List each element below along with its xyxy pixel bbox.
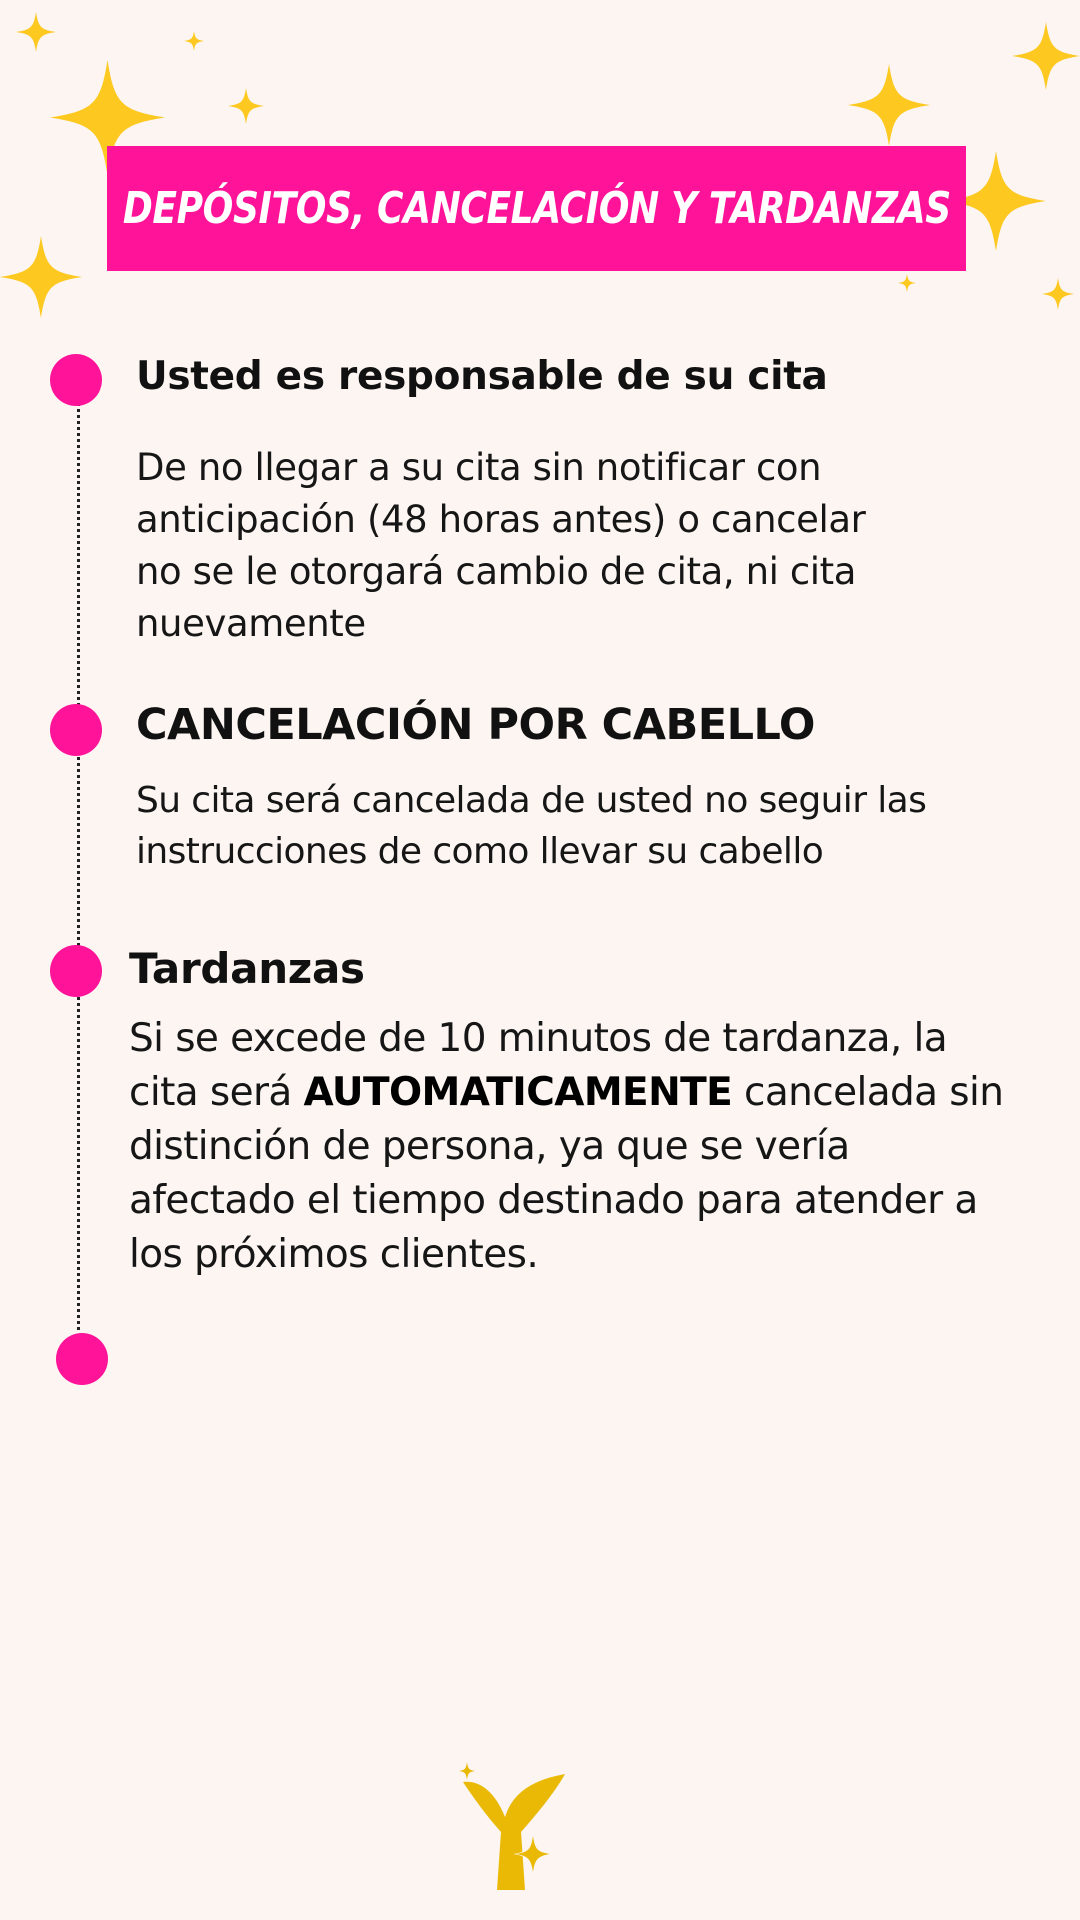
lateness-text-before: Si se excede de 10 minutos de tardanza, la cita será <box>129 1016 948 1115</box>
sparkle-icon <box>16 10 56 54</box>
title-banner <box>107 146 966 271</box>
timeline-line <box>77 378 80 1338</box>
sparkle-icon <box>184 30 204 52</box>
sparkle-icon <box>1042 274 1074 314</box>
section-body-hair-cancellation: Su cita será cancelada de usted no seguir las instrucciones de como llevar su cabello <box>136 780 927 872</box>
sparkle-icon <box>228 86 264 126</box>
lateness-text-emphasis: AUTOMATICAMENTE <box>303 1070 733 1115</box>
section-body-responsible: De no llegar a su cita sin notificar con anticipación (48 horas antes) o cancelar no se le otorgará cambio de cita, ni cita nuevamente <box>136 446 866 645</box>
section-heading-lateness: Tardanzas <box>129 944 365 993</box>
timeline-dot <box>56 1333 108 1385</box>
sparkle-icon <box>1012 0 1080 112</box>
lateness-text-after: cancelada sin distinción de persona, ya que se vería afectado el tiempo destinado para atender a los próximos clientes. <box>129 1070 1004 1277</box>
page-title: DEPÓSITOS, CANCELACIÓN Y TARDANZAS <box>122 183 951 234</box>
section-heading-responsible: Usted es responsable de su cita <box>136 354 828 399</box>
logo-icon <box>455 1762 575 1892</box>
timeline-dot <box>50 945 102 997</box>
sparkle-icon <box>898 274 916 292</box>
section-heading-hair-cancellation: CANCELACIÓN POR CABELLO <box>136 700 815 750</box>
sparkle-icon <box>848 62 930 148</box>
section-body-lateness <box>129 1012 1009 1282</box>
timeline-dot <box>50 354 102 406</box>
timeline-dot <box>50 704 102 756</box>
sparkle-icon <box>0 218 82 336</box>
